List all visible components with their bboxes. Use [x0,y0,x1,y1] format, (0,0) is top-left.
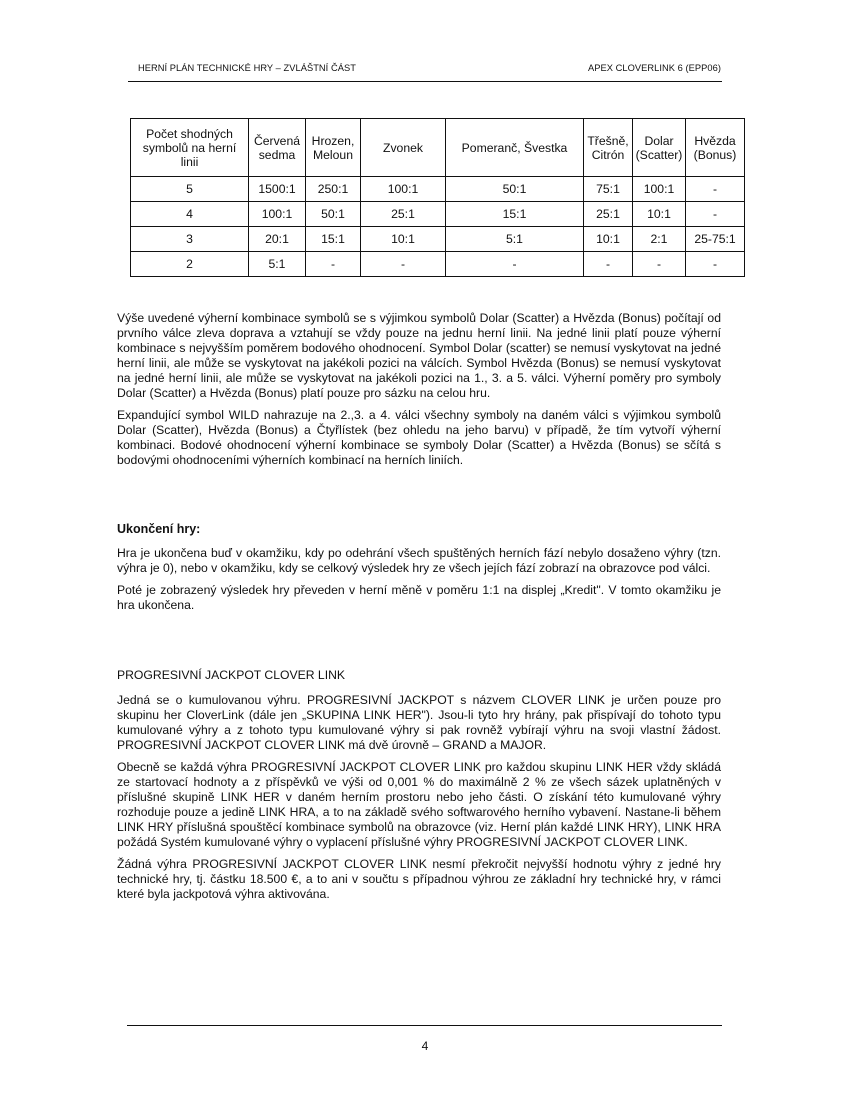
table-cell: - [686,252,745,277]
table-cell: - [306,252,361,277]
table-cell: 15:1 [446,202,584,227]
table-cell: 10:1 [584,227,633,252]
table-cell: 5:1 [446,227,584,252]
header-game-name: APEX CLOVERLINK 6 (EPP06) [587,63,721,73]
table-cell: 2 [131,252,249,277]
table-cell: 5:1 [249,252,306,277]
header-divider [128,81,722,82]
column-header-grape-melon: Hrozen, Meloun [306,119,361,177]
table-cell: 50:1 [446,177,584,202]
footer-divider [127,1025,722,1026]
paytable [130,118,745,277]
table-cell: - [686,177,745,202]
column-header-dollar-scatter: Dolar (Scatter) [633,119,686,177]
table-cell: 100:1 [633,177,686,202]
table-cell: 25:1 [361,202,446,227]
paytable-header-row [131,119,745,177]
end-of-game-section [117,546,721,620]
heading-end-of-game: Ukončení hry: [117,522,201,536]
table-cell: 15:1 [306,227,361,252]
column-header-star-bonus: Hvězda (Bonus) [686,119,745,177]
table-cell: 2:1 [633,227,686,252]
table-row [131,227,745,252]
table-cell: 250:1 [306,177,361,202]
paragraph-credit-transfer: Poté je zobrazený výsledek hry převeden v herní měně v poměru 1:1 na displej „Kredit". V tomto okamžiku je hra ukončena. [117,583,721,612]
column-header-symbol-count: Počet shodných symbolů na herní linii [131,119,249,177]
table-cell: 3 [131,227,249,252]
page-number: 4 [421,1039,429,1053]
table-cell: - [633,252,686,277]
table-cell: 75:1 [584,177,633,202]
table-cell: 4 [131,202,249,227]
table-cell: 50:1 [306,202,361,227]
paragraph-jackpot-contributions: Obecně se každá výhra PROGRESIVNÍ JACKPOT CLOVER LINK pro každou skupinu LINK HER vždy skládá ze startovací hodnoty a z příspěvků ve výši od 0,001 % do maximálně 2 % ze všech sázek uplatněných v příslušné skupině LINK HER v daném herním prostoru nebo jeho části. O získání této kumulované výhry rozhoduje pouze a jedině LINK HRA, a to na základě svého softwarového herního vybavení. Nastane-li během LINK HRY příslušná spouštěcí kombinace symbolů na obrazovce (viz. Herní plán každé LINK HRY), LINK HRA požádá Systém kumulované výhry o vyplacení příslušné výhry PROGRESIVNÍ JACKPOT CLOVER LINK. [117,760,721,849]
table-cell: - [361,252,446,277]
table-cell: 5 [131,177,249,202]
table-row [131,252,745,277]
column-header-red-seven: Červená sedma [249,119,306,177]
table-cell: - [584,252,633,277]
table-cell: 100:1 [249,202,306,227]
column-header-bell: Zvonek [361,119,446,177]
paragraph-jackpot-limit: Žádná výhra PROGRESIVNÍ JACKPOT CLOVER LINK nesmí překročit nejvyšší hodnotu výhry z jedné hry technické hry, tj. částku 18.500 €, a to ani v součtu s případnou výhrou ze základní hry technické hry, v rámci které byla jackpotová výhra aktivována. [117,857,721,901]
column-header-orange-plum: Pomeranč, Švestka [446,119,584,177]
table-cell: - [686,202,745,227]
column-header-cherry-lemon: Třešně, Citrón [584,119,633,177]
paragraph-end-condition: Hra je ukončena buď v okamžiku, kdy po odehrání všech spuštěných herních fází nebylo dosaženo výhry (tzn. výhra je 0), nebo v okamžiku, kdy se celkový výsledek hry ze všech jejích fází zobrazí na obrazovce pod válci. [117,546,721,575]
table-cell: - [446,252,584,277]
table-cell: 25:1 [584,202,633,227]
table-cell: 25-75:1 [686,227,745,252]
heading-progressive-jackpot: PROGRESIVNÍ JACKPOT CLOVER LINK [117,668,346,682]
paragraph-win-combinations: Výše uvedené výherní kombinace symbolů se s výjimkou symbolů Dolar (Scatter) a Hvězda (Bonus) počítají od prvního válce zleva doprava a vztahují se vždy pouze na jednu herní linii. Na jedné linii platí pouze výherní kombinace s nejvyšším poměrem bodového ohodnocení. Symbol Dolar (scatter) se nemusí vyskytovat na jedné herní linii, ale může se vyskytovat na jakékoli pozici na válcích. Symbol Hvězda (Bonus) se nemusí vyskytovat na jedné herní linii, ale může se vyskytovat na jakékoli pozici na 1., 3. a 5. válci. Výherní poměry pro symboly Dolar (Scatter) a Hvězda (Bonus) platí pouze pro sázku na celou hru. [117,311,721,400]
table-cell: 20:1 [249,227,306,252]
table-cell: 1500:1 [249,177,306,202]
table-row [131,202,745,227]
table-cell: 10:1 [633,202,686,227]
page-header [128,63,721,77]
paragraph-wild-symbol: Expandující symbol WILD nahrazuje na 2.,3. a 4. válci všechny symboly na daném válci s výjimkou symbolů Dolar (Scatter), Hvězda (Bonus) a Čtyřlístek (bez ohledu na jeho barvu) v případě, že tím vytvoří výherní kombinaci. Bodové ohodnocení výherní kombinace se symboly Dolar (Scatter) a Hvězda (Bonus) se sčítá s bodovými ohodnoceními výherních kombinací na herních liniích. [117,408,721,467]
jackpot-section [117,693,721,909]
rules-section [117,311,721,475]
table-row [131,177,745,202]
table-cell: 10:1 [361,227,446,252]
header-document-title: HERNÍ PLÁN TECHNICKÉ HRY – ZVLÁŠTNÍ ČÁST [138,63,356,73]
table-cell: 100:1 [361,177,446,202]
paragraph-jackpot-intro: Jedná se o kumulovanou výhru. PROGRESIVNÍ JACKPOT s názvem CLOVER LINK je určen pouze pro skupinu her CloverLink (dále jen „SKUPINA LINK HER"). Jsou-li tyto hry hrány, pak přispívají do tohoto typu kumulované výhry a z tohoto typu kumulované výhry si pak rovněž vybírají výhru na svoji vlastní žádost. PROGRESIVNÍ JACKPOT CLOVER LINK má dvě úrovně – GRAND a MAJOR. [117,693,721,752]
